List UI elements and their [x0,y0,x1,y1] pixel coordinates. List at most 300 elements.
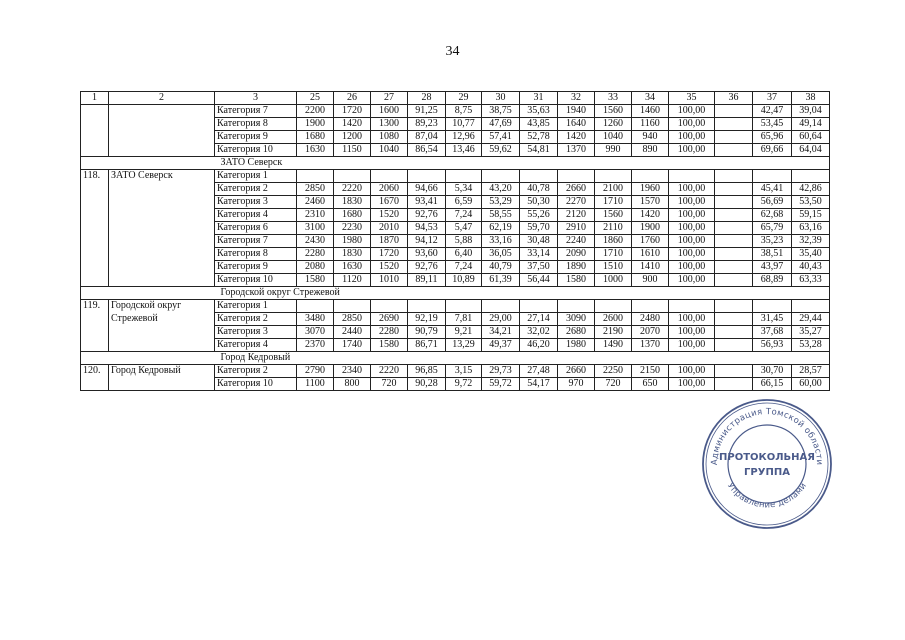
stamp-ring-bottom: Управление делами [724,481,810,511]
value-cell: 53,50 [792,196,830,209]
category-label: Категория 3 [215,326,297,339]
row-number [81,118,109,131]
value-cell [715,339,753,352]
value-cell: 27,14 [520,313,558,326]
value-cell: 86,71 [408,339,446,352]
value-cell: 1630 [334,261,371,274]
value-cell [558,170,595,183]
value-cell: 1120 [334,274,371,287]
table-row [81,196,830,209]
value-cell: 39,04 [792,105,830,118]
value-cell [595,170,632,183]
value-cell: 100,00 [669,222,715,235]
value-cell: 1980 [334,235,371,248]
value-cell: 89,11 [408,274,446,287]
value-cell: 3090 [558,313,595,326]
value-cell: 54,17 [520,378,558,391]
value-cell: 1900 [297,118,334,131]
value-cell: 61,39 [482,274,520,287]
value-cell: 720 [595,378,632,391]
table-row [81,105,830,118]
value-cell: 3100 [297,222,334,235]
municipality-name [109,339,215,352]
header-cell: 2 [109,92,215,105]
header-cell: 1 [81,92,109,105]
value-cell: 1680 [334,209,371,222]
value-cell: 2270 [558,196,595,209]
value-cell: 1560 [595,105,632,118]
category-label: Категория 4 [215,209,297,222]
stamp-ring-top: Администрация Томской области [709,406,825,466]
value-cell: 2220 [371,365,408,378]
municipality-name [109,261,215,274]
data-table [80,91,830,391]
value-cell [715,326,753,339]
value-cell: 33,14 [520,248,558,261]
value-cell: 1010 [371,274,408,287]
value-cell: 35,23 [753,235,792,248]
value-cell: 65,96 [753,131,792,144]
value-cell: 37,68 [753,326,792,339]
table-row [81,300,830,313]
value-cell: 36,05 [482,248,520,261]
value-cell: 800 [334,378,371,391]
value-cell: 30,48 [520,235,558,248]
value-cell: 56,44 [520,274,558,287]
value-cell: 2150 [632,365,669,378]
value-cell: 100,00 [669,196,715,209]
row-number [81,144,109,157]
row-number [81,378,109,391]
value-cell: 29,44 [792,313,830,326]
value-cell: 890 [632,144,669,157]
value-cell: 8,75 [446,105,482,118]
value-cell [715,248,753,261]
value-cell: 87,04 [408,131,446,144]
value-cell: 100,00 [669,261,715,274]
value-cell: 59,15 [792,209,830,222]
row-number [81,183,109,196]
table-row [81,261,830,274]
header-cell: 34 [632,92,669,105]
value-cell: 3,15 [446,365,482,378]
row-number [81,313,109,326]
value-cell: 65,79 [753,222,792,235]
value-cell: 60,64 [792,131,830,144]
value-cell: 720 [371,378,408,391]
value-cell: 7,24 [446,209,482,222]
table-row [81,248,830,261]
value-cell: 92,19 [408,313,446,326]
value-cell: 59,62 [482,144,520,157]
value-cell: 100,00 [669,131,715,144]
stamp-center-line1: ПРОТОКОЛЬНАЯ [719,452,815,463]
value-cell: 9,72 [446,378,482,391]
category-label: Категория 7 [215,105,297,118]
value-cell: 56,69 [753,196,792,209]
section-spacer [81,287,215,300]
value-cell: 38,51 [753,248,792,261]
value-cell: 40,79 [482,261,520,274]
value-cell: 30,70 [753,365,792,378]
value-cell [715,274,753,287]
value-cell: 13,29 [446,339,482,352]
value-cell: 2600 [595,313,632,326]
value-cell: 64,04 [792,144,830,157]
value-cell: 6,40 [446,248,482,261]
value-cell: 53,29 [482,196,520,209]
value-cell: 2430 [297,235,334,248]
row-number [81,196,109,209]
value-cell: 1370 [558,144,595,157]
value-cell [334,170,371,183]
value-cell: 68,89 [753,274,792,287]
value-cell: 2280 [297,248,334,261]
value-cell: 2910 [558,222,595,235]
value-cell [792,300,830,313]
official-stamp [700,397,834,531]
table-row [81,378,830,391]
value-cell [715,313,753,326]
municipality-name: Город Кедровый [109,365,215,378]
value-cell: 52,78 [520,131,558,144]
section-spacer [81,352,215,365]
value-cell: 63,33 [792,274,830,287]
value-cell [669,300,715,313]
value-cell: 2310 [297,209,334,222]
header-cell: 31 [520,92,558,105]
value-cell: 49,37 [482,339,520,352]
value-cell: 63,16 [792,222,830,235]
table-row [81,144,830,157]
value-cell: 1680 [297,131,334,144]
value-cell: 45,41 [753,183,792,196]
value-cell: 3480 [297,313,334,326]
value-cell: 5,47 [446,222,482,235]
value-cell [715,131,753,144]
row-number: 118. [81,170,109,183]
value-cell: 2690 [371,313,408,326]
table-row [81,170,830,183]
value-cell: 2070 [632,326,669,339]
value-cell: 1200 [334,131,371,144]
value-cell: 2060 [371,183,408,196]
value-cell [520,170,558,183]
value-cell: 1080 [371,131,408,144]
value-cell: 38,75 [482,105,520,118]
value-cell: 5,34 [446,183,482,196]
table-row [81,326,830,339]
value-cell [715,222,753,235]
value-cell: 1580 [297,274,334,287]
value-cell [297,170,334,183]
value-cell: 2190 [595,326,632,339]
value-cell: 2250 [595,365,632,378]
value-cell: 1940 [558,105,595,118]
value-cell: 90,79 [408,326,446,339]
section-row [81,352,830,365]
value-cell: 1890 [558,261,595,274]
value-cell [753,170,792,183]
value-cell: 2240 [558,235,595,248]
value-cell: 100,00 [669,209,715,222]
category-label: Категория 7 [215,235,297,248]
table-row [81,131,830,144]
value-cell: 2790 [297,365,334,378]
section-label: Город Кедровый [215,352,830,365]
header-cell: 32 [558,92,595,105]
table-row [81,313,830,326]
table-row [81,365,830,378]
value-cell: 10,77 [446,118,482,131]
row-number [81,261,109,274]
value-cell: 49,14 [792,118,830,131]
municipality-name [109,196,215,209]
value-cell: 1580 [558,274,595,287]
municipality-name [109,118,215,131]
value-cell: 93,41 [408,196,446,209]
value-cell: 1870 [371,235,408,248]
value-cell [334,300,371,313]
value-cell: 1740 [334,339,371,352]
value-cell: 2660 [558,183,595,196]
value-cell: 2230 [334,222,371,235]
row-number [81,274,109,287]
value-cell [408,170,446,183]
value-cell: 60,00 [792,378,830,391]
category-label: Категория 2 [215,313,297,326]
value-cell: 1100 [297,378,334,391]
value-cell: 970 [558,378,595,391]
category-label: Категория 1 [215,170,297,183]
value-cell: 1420 [558,131,595,144]
value-cell: 47,69 [482,118,520,131]
value-cell: 62,68 [753,209,792,222]
value-cell [715,118,753,131]
value-cell [715,170,753,183]
value-cell: 6,59 [446,196,482,209]
row-number [81,235,109,248]
value-cell: 94,66 [408,183,446,196]
header-cell: 3 [215,92,297,105]
category-label: Категория 4 [215,339,297,352]
value-cell: 1300 [371,118,408,131]
value-cell: 1830 [334,248,371,261]
value-cell: 2110 [595,222,632,235]
value-cell: 2440 [334,326,371,339]
value-cell: 1410 [632,261,669,274]
value-cell: 40,43 [792,261,830,274]
row-number [81,222,109,235]
value-cell: 1040 [371,144,408,157]
value-cell: 57,41 [482,131,520,144]
value-cell [715,378,753,391]
header-cell: 26 [334,92,371,105]
value-cell: 1670 [371,196,408,209]
municipality-name [109,183,215,196]
municipality-name [109,105,215,118]
value-cell: 29,00 [482,313,520,326]
value-cell: 1150 [334,144,371,157]
value-cell: 42,86 [792,183,830,196]
value-cell: 12,96 [446,131,482,144]
value-cell: 1510 [595,261,632,274]
value-cell: 2120 [558,209,595,222]
value-cell: 96,85 [408,365,446,378]
value-cell: 2460 [297,196,334,209]
value-cell: 35,27 [792,326,830,339]
value-cell: 100,00 [669,339,715,352]
value-cell [715,196,753,209]
value-cell: 43,85 [520,118,558,131]
value-cell [715,144,753,157]
value-cell: 1960 [632,183,669,196]
header-cell: 36 [715,92,753,105]
value-cell: 53,45 [753,118,792,131]
value-cell: 1600 [371,105,408,118]
municipality-name [109,222,215,235]
value-cell: 1640 [558,118,595,131]
header-cell: 27 [371,92,408,105]
category-label: Категория 10 [215,274,297,287]
value-cell: 1560 [595,209,632,222]
header-row [81,92,830,105]
table-row [81,183,830,196]
value-cell: 1720 [334,105,371,118]
value-cell [715,261,753,274]
table-row [81,209,830,222]
value-cell: 2280 [371,326,408,339]
value-cell: 33,16 [482,235,520,248]
page-number: 34 [445,44,460,59]
municipality-name [109,248,215,261]
value-cell [792,170,830,183]
value-cell: 1040 [595,131,632,144]
value-cell: 1830 [334,196,371,209]
value-cell: 650 [632,378,669,391]
section-label: ЗАТО Северск [215,157,830,170]
header-cell: 37 [753,92,792,105]
value-cell [558,300,595,313]
table-row [81,222,830,235]
header-cell: 35 [669,92,715,105]
value-cell [669,170,715,183]
value-cell [297,300,334,313]
value-cell: 1520 [371,261,408,274]
value-cell: 990 [595,144,632,157]
category-label: Категория 2 [215,365,297,378]
value-cell: 2680 [558,326,595,339]
category-label: Категория 9 [215,131,297,144]
table-row [81,235,830,248]
value-cell: 1720 [371,248,408,261]
header-cell: 30 [482,92,520,105]
value-cell [371,170,408,183]
value-cell: 7,24 [446,261,482,274]
value-cell [520,300,558,313]
row-number [81,326,109,339]
value-cell: 35,63 [520,105,558,118]
value-cell: 1520 [371,209,408,222]
row-number: 120. [81,365,109,378]
value-cell: 66,15 [753,378,792,391]
category-label: Категория 9 [215,261,297,274]
category-label: Категория 6 [215,222,297,235]
value-cell [482,170,520,183]
municipality-name [109,326,215,339]
section-row [81,157,830,170]
value-cell: 1580 [371,339,408,352]
value-cell: 90,28 [408,378,446,391]
value-cell: 54,81 [520,144,558,157]
section-row [81,287,830,300]
header-cell: 25 [297,92,334,105]
value-cell: 1420 [334,118,371,131]
value-cell: 1260 [595,118,632,131]
municipality-name: ЗАТО Северск [109,170,215,183]
row-number [81,209,109,222]
value-cell: 2080 [297,261,334,274]
value-cell: 29,73 [482,365,520,378]
value-cell: 32,39 [792,235,830,248]
value-cell: 86,54 [408,144,446,157]
municipality-name [109,131,215,144]
value-cell: 55,26 [520,209,558,222]
header-cell: 29 [446,92,482,105]
value-cell: 2340 [334,365,371,378]
value-cell: 58,55 [482,209,520,222]
value-cell: 2370 [297,339,334,352]
value-cell: 50,30 [520,196,558,209]
category-label: Категория 2 [215,183,297,196]
value-cell: 27,48 [520,365,558,378]
value-cell: 59,72 [482,378,520,391]
value-cell: 62,19 [482,222,520,235]
value-cell [715,365,753,378]
value-cell: 1370 [632,339,669,352]
value-cell: 2660 [558,365,595,378]
municipality-name [109,144,215,157]
value-cell: 92,76 [408,209,446,222]
value-cell: 100,00 [669,248,715,261]
value-cell [715,300,753,313]
value-cell: 56,93 [753,339,792,352]
value-cell: 2220 [334,183,371,196]
value-cell: 92,76 [408,261,446,274]
value-cell: 900 [632,274,669,287]
row-number: 119. [81,300,109,313]
value-cell: 2100 [595,183,632,196]
value-cell: 100,00 [669,144,715,157]
value-cell: 2850 [334,313,371,326]
value-cell: 93,60 [408,248,446,261]
value-cell: 10,89 [446,274,482,287]
value-cell: 31,45 [753,313,792,326]
header-cell: 28 [408,92,446,105]
value-cell: 32,02 [520,326,558,339]
value-cell: 100,00 [669,118,715,131]
value-cell: 43,97 [753,261,792,274]
row-number [81,131,109,144]
value-cell [482,300,520,313]
value-cell: 1900 [632,222,669,235]
value-cell: 91,25 [408,105,446,118]
municipality-name [109,209,215,222]
value-cell: 1610 [632,248,669,261]
value-cell: 2480 [632,313,669,326]
value-cell: 37,50 [520,261,558,274]
municipality-name: Городской округ [109,300,215,313]
